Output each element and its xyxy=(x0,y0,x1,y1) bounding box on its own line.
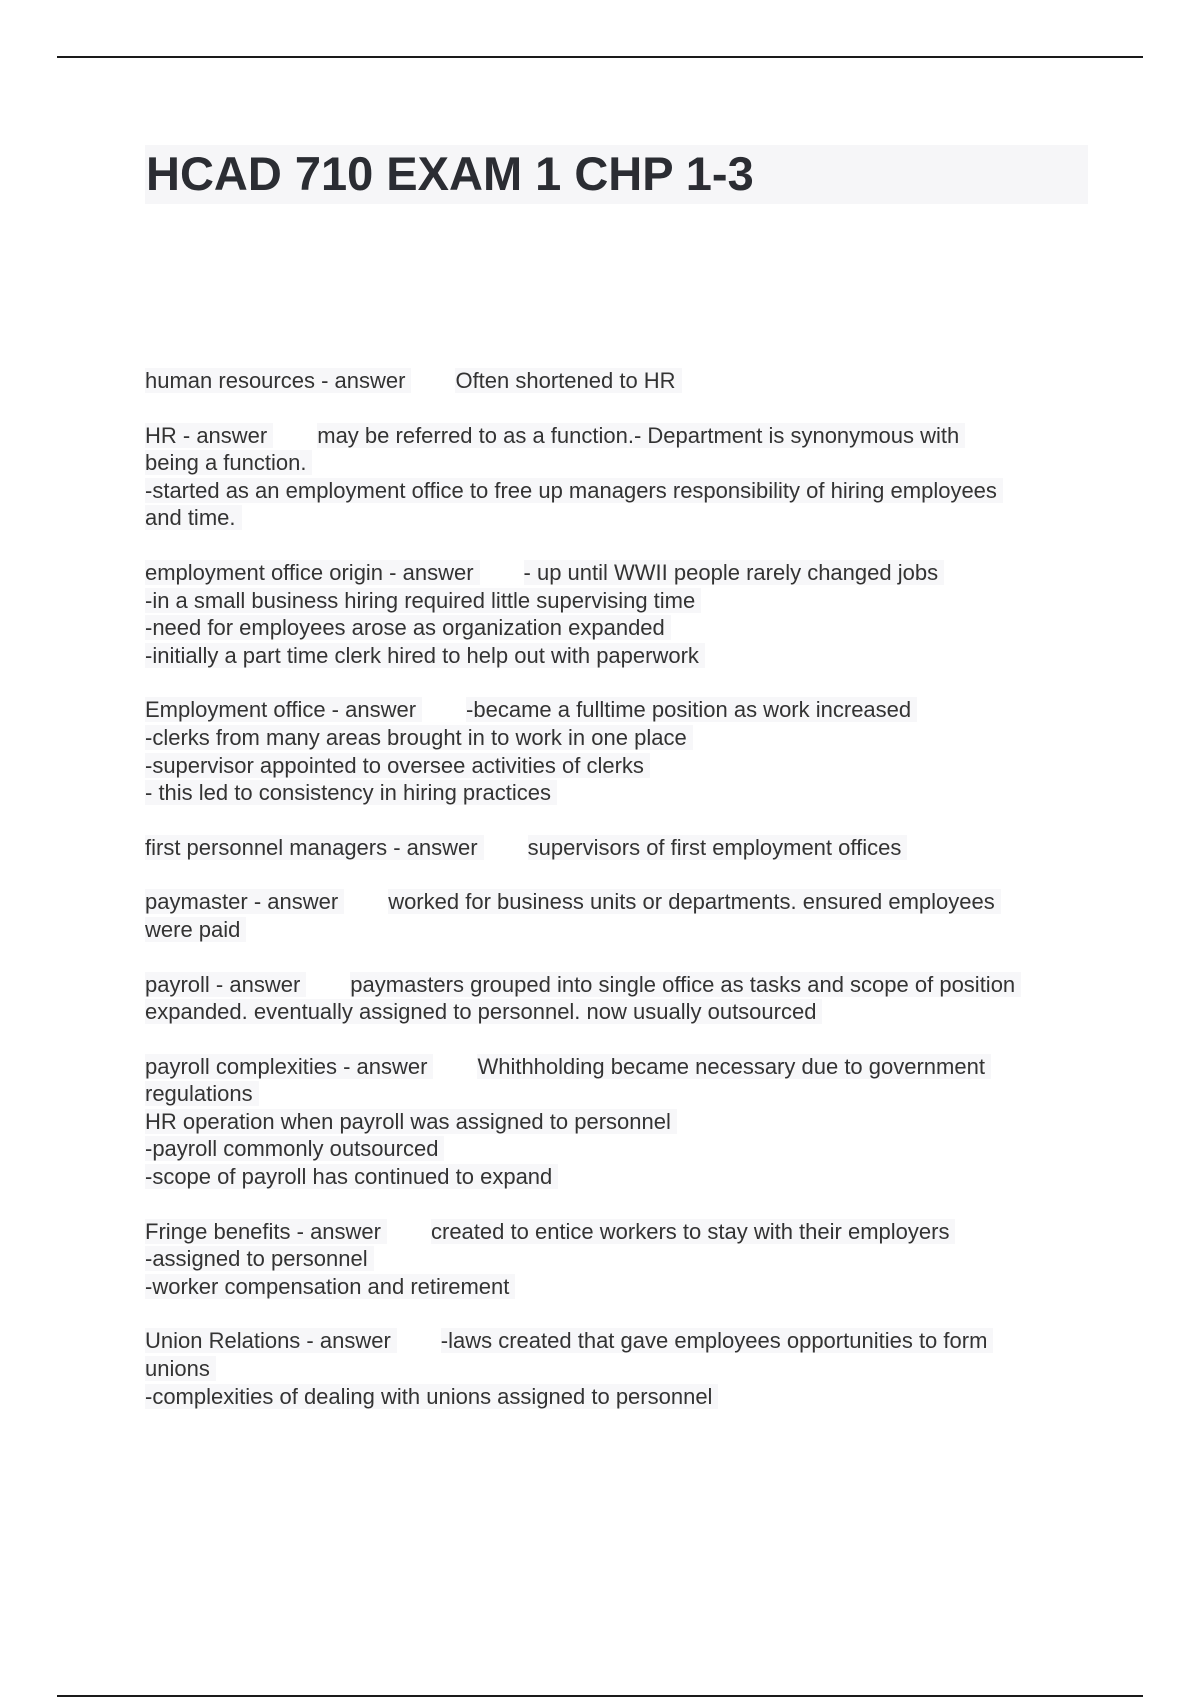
flashcard-answer-line: paymasters grouped into single office as tasks and scope of position xyxy=(350,972,1021,997)
flashcard xyxy=(145,422,1095,532)
flashcard xyxy=(145,1218,1095,1301)
flashcard-answer-line xyxy=(145,1080,1095,1108)
flashcard xyxy=(145,367,1095,395)
flashcard-answer-text: -assigned to personnel xyxy=(145,1246,374,1271)
flashcard xyxy=(145,971,1095,1026)
flashcard-answer-line: created to entice workers to stay with their employers xyxy=(431,1219,955,1244)
flashcard-term: Employment office - answer xyxy=(145,697,422,722)
flashcard xyxy=(145,888,1095,943)
flashcard-answer-text: -payroll commonly outsourced xyxy=(145,1136,444,1161)
flashcard-answer-line xyxy=(145,1273,1095,1301)
bottom-rule xyxy=(57,1695,1143,1697)
flashcard-first-line xyxy=(145,1053,1095,1081)
flashcard-answer-text: HR operation when payroll was assigned to personnel xyxy=(145,1109,677,1134)
flashcard-answer-text: unions xyxy=(145,1356,216,1381)
flashcard xyxy=(145,696,1095,806)
flashcard-answer-line xyxy=(145,1163,1095,1191)
flashcard-first-line xyxy=(145,1327,1095,1355)
flashcard-first-line xyxy=(145,696,1095,724)
flashcard-answer-text: and time. xyxy=(145,505,242,530)
flashcard-answer-text: -worker compensation and retirement xyxy=(145,1274,515,1299)
flashcard-first-line xyxy=(145,367,1095,395)
flashcard-answer-line: Whithholding became necessary due to government xyxy=(477,1054,991,1079)
flashcard-answer-line: worked for business units or departments. ensured employees xyxy=(388,889,1001,914)
flashcard-answer-text: -need for employees arose as organization expanded xyxy=(145,615,671,640)
flashcard-answer-text: -complexities of dealing with unions assigned to personnel xyxy=(145,1384,718,1409)
flashcard xyxy=(145,1327,1095,1410)
flashcard-term: Union Relations - answer xyxy=(145,1328,397,1353)
flashcard-answer-line xyxy=(145,642,1095,670)
flashcard-answer-line xyxy=(145,504,1095,532)
flashcard-answer-text: - this led to consistency in hiring practices xyxy=(145,780,557,805)
flashcard xyxy=(145,1053,1095,1191)
flashcard-term: human resources - answer xyxy=(145,368,411,393)
flashcard-term: first personnel managers - answer xyxy=(145,835,484,860)
flashcard-answer-text: -scope of payroll has continued to expand xyxy=(145,1164,558,1189)
flashcard xyxy=(145,559,1095,669)
flashcard-term: payroll - answer xyxy=(145,972,306,997)
top-rule xyxy=(57,56,1143,58)
flashcard-answer-text: expanded. eventually assigned to personnel. now usually outsourced xyxy=(145,999,822,1024)
flashcard-answer-line xyxy=(145,1108,1095,1136)
flashcard-term: payroll complexities - answer xyxy=(145,1054,433,1079)
flashcard-answer-text: -in a small business hiring required little supervising time xyxy=(145,588,701,613)
flashcard-first-line xyxy=(145,1218,1095,1246)
flashcard-answer-line: supervisors of first employment offices xyxy=(528,835,908,860)
flashcard-answer-text: -initially a part time clerk hired to help out with paperwork xyxy=(145,643,705,668)
flashcard-answer-line: -became a fulltime position as work increased xyxy=(466,697,917,722)
flashcard-answer-line: may be referred to as a function.- Department is synonymous with xyxy=(317,423,965,448)
flashcard-answer-line xyxy=(145,998,1095,1026)
flashcard-answer-text: regulations xyxy=(145,1081,259,1106)
flashcard-answer-text: -started as an employment office to free up managers responsibility of hiring employees xyxy=(145,478,1003,503)
flashcard-answer-line xyxy=(145,779,1095,807)
flashcard-answer-line xyxy=(145,587,1095,615)
flashcard-answer-line xyxy=(145,1383,1095,1411)
flashcard-first-line xyxy=(145,422,1095,450)
flashcard-answer-line xyxy=(145,1355,1095,1383)
flashcard-answer-line: Often shortened to HR xyxy=(455,368,681,393)
flashcard-answer-line xyxy=(145,449,1095,477)
flashcard-answer-line xyxy=(145,916,1095,944)
flashcard-answer-text: -clerks from many areas brought in to work in one place xyxy=(145,725,693,750)
flashcard-term: paymaster - answer xyxy=(145,889,344,914)
flashcard xyxy=(145,834,1095,862)
flashcard-term: HR - answer xyxy=(145,423,273,448)
flashcard-list xyxy=(145,367,1095,1437)
flashcard-answer-line xyxy=(145,724,1095,752)
flashcard-answer-line xyxy=(145,614,1095,642)
page-title: HCAD 710 EXAM 1 CHP 1-3 xyxy=(146,147,754,200)
flashcard-answer-line: - up until WWII people rarely changed jobs xyxy=(524,560,945,585)
flashcard-answer-line xyxy=(145,1245,1095,1273)
flashcard-answer-line xyxy=(145,1135,1095,1163)
flashcard-term: employment office origin - answer xyxy=(145,560,480,585)
flashcard-first-line xyxy=(145,834,1095,862)
flashcard-first-line xyxy=(145,888,1095,916)
flashcard-answer-line: -laws created that gave employees opportunities to form xyxy=(441,1328,994,1353)
flashcard-first-line xyxy=(145,559,1095,587)
flashcard-answer-line xyxy=(145,477,1095,505)
flashcard-first-line xyxy=(145,971,1095,999)
flashcard-term: Fringe benefits - answer xyxy=(145,1219,387,1244)
flashcard-answer-text: being a function. xyxy=(145,450,312,475)
flashcard-answer-text: -supervisor appointed to oversee activities of clerks xyxy=(145,753,650,778)
flashcard-answer-line xyxy=(145,752,1095,780)
flashcard-answer-text: were paid xyxy=(145,917,246,942)
